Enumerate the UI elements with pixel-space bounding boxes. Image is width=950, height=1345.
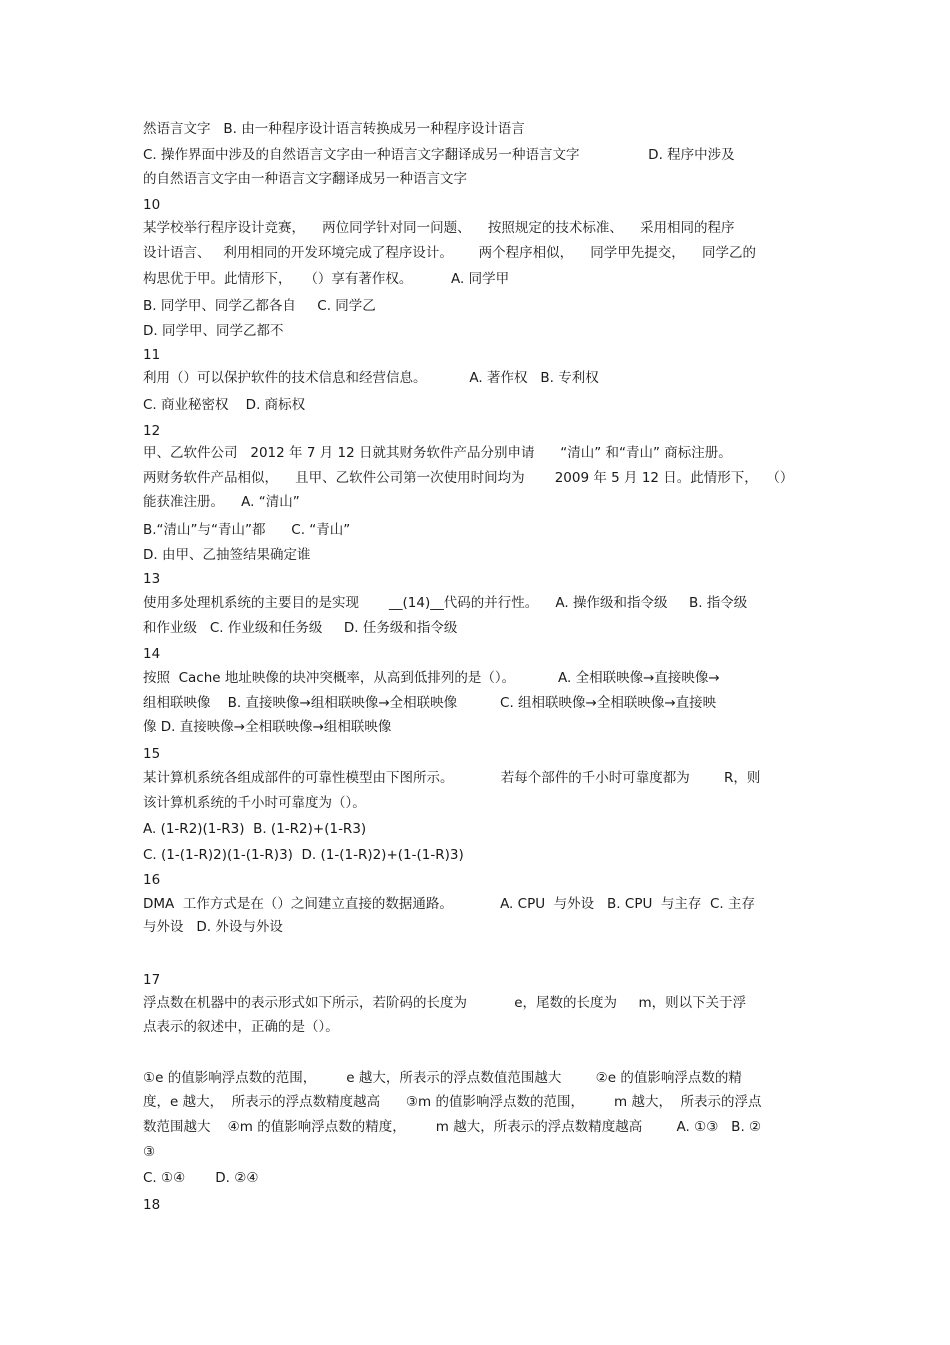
question-number: 14 [143,646,161,662]
text-line: 设计语言、 利用相同的开发环境完成了程序设计。 两个程序相似， 同学甲先提交， 同学乙的 [143,245,756,261]
text-line: 构思优于甲。此情形下， （）享有著作权。 A. 同学甲 [143,271,510,287]
text-line: 数范围越大 ④m 的值影响浮点数的精度， m 越大，所表示的浮点数精度越高 A. ①③ B. ② [143,1119,762,1135]
question-number: 13 [143,571,161,587]
text-line: A. (1-R2)(1-R3) B. (1-R2)+(1-R3) [143,821,367,837]
text-line: 然语言文字 B. 由一种程序设计语言转换成另一种程序设计语言 [143,121,525,137]
text-line: 点表示的叙述中，正确的是（）。 [143,1019,339,1035]
question-number: 10 [143,197,161,213]
text-line: 甲、乙软件公司 2012 年 7 月 12 日就其财务软件产品分别申请 “清山” 和“青山” 商标注册。 [143,445,732,461]
question-number: 15 [143,746,161,762]
text-line: 按照 Cache 地址映像的块冲突概率，从高到低排列的是（）。 A. 全相联映像→直接映像→ [143,670,720,686]
text-line: C. 操作界面中涉及的自然语言文字由一种语言文字翻译成另一种语言文字 D. 程序中涉及 [143,147,735,163]
text-line: 的自然语言文字由一种语言文字翻译成另一种语言文字 [143,171,467,187]
text-line: 利用（）可以保护软件的技术信息和经营信息。 A. 著作权 B. 专利权 [143,370,599,386]
text-line: C. 商业秘密权 D. 商标权 [143,397,306,413]
text-line: ③ [143,1144,156,1160]
text-line: 该计算机系统的千小时可靠度为（）。 [143,795,366,811]
text-line: C. ①④ D. ②④ [143,1170,259,1186]
text-line: DMA 工作方式是在（）之间建立直接的数据通路。 A. CPU 与外设 B. CPU 与主存 C. 主存 [143,896,756,912]
text-line: ①e 的值影响浮点数的范围， e 越大，所表示的浮点数值范围越大 ②e 的值影响浮点数的精 [143,1070,742,1086]
text-line: D. 同学甲、同学乙都不 [143,323,284,339]
text-line: 像 D. 直接映像→全相联映像→组相联映像 [143,719,392,735]
question-number: 17 [143,972,161,988]
question-number: 12 [143,423,161,439]
text-line: D. 由甲、乙抽签结果确定谁 [143,547,311,563]
text-line: 浮点数在机器中的表示形式如下所示，若阶码的长度为 e，尾数的长度为 m，则以下关于浮 [143,995,747,1011]
question-number: 18 [143,1197,161,1213]
text-line: 使用多处理机系统的主要目的是实现 __(14)__代码的并行性。 A. 操作级和指令级 B. 指令级 [143,595,748,611]
question-number: 11 [143,347,161,363]
question-number: 16 [143,872,161,888]
text-line: B.“清山”与“青山”都 C. “青山” [143,522,351,538]
text-line: 某学校举行程序设计竞赛， 两位同学针对同一问题、 按照规定的技术标准、 采用相同的程序 [143,220,735,236]
text-line: 度，e 越大， 所表示的浮点数精度越高 ③m 的值影响浮点数的范围， m 越大， 所表示的浮点 [143,1094,762,1110]
text-line: C. (1-(1-R)2)(1-(1-R)3) D. (1-(1-R)2)+(1-(1-R)3) [143,847,464,863]
text-line: 和作业级 C. 作业级和任务级 D. 任务级和指令级 [143,620,458,636]
text-line: B. 同学甲、同学乙都各自 C. 同学乙 [143,298,376,314]
text-line: 两财务软件产品相似， 且甲、乙软件公司第一次使用时间均为 2009 年 5 月 12 日。此情形下， （） [143,470,794,486]
text-line: 能获准注册。 A. “清山” [143,494,300,510]
text-line: 与外设 D. 外设与外设 [143,919,283,935]
text-line: 某计算机系统各组成部件的可靠性模型由下图所示。 若每个部件的千小时可靠度都为 R，则 [143,770,761,786]
text-line: 组相联映像 B. 直接映像→组相联映像→全相联映像 C. 组相联映像→全相联映像→直接映 [143,695,717,711]
